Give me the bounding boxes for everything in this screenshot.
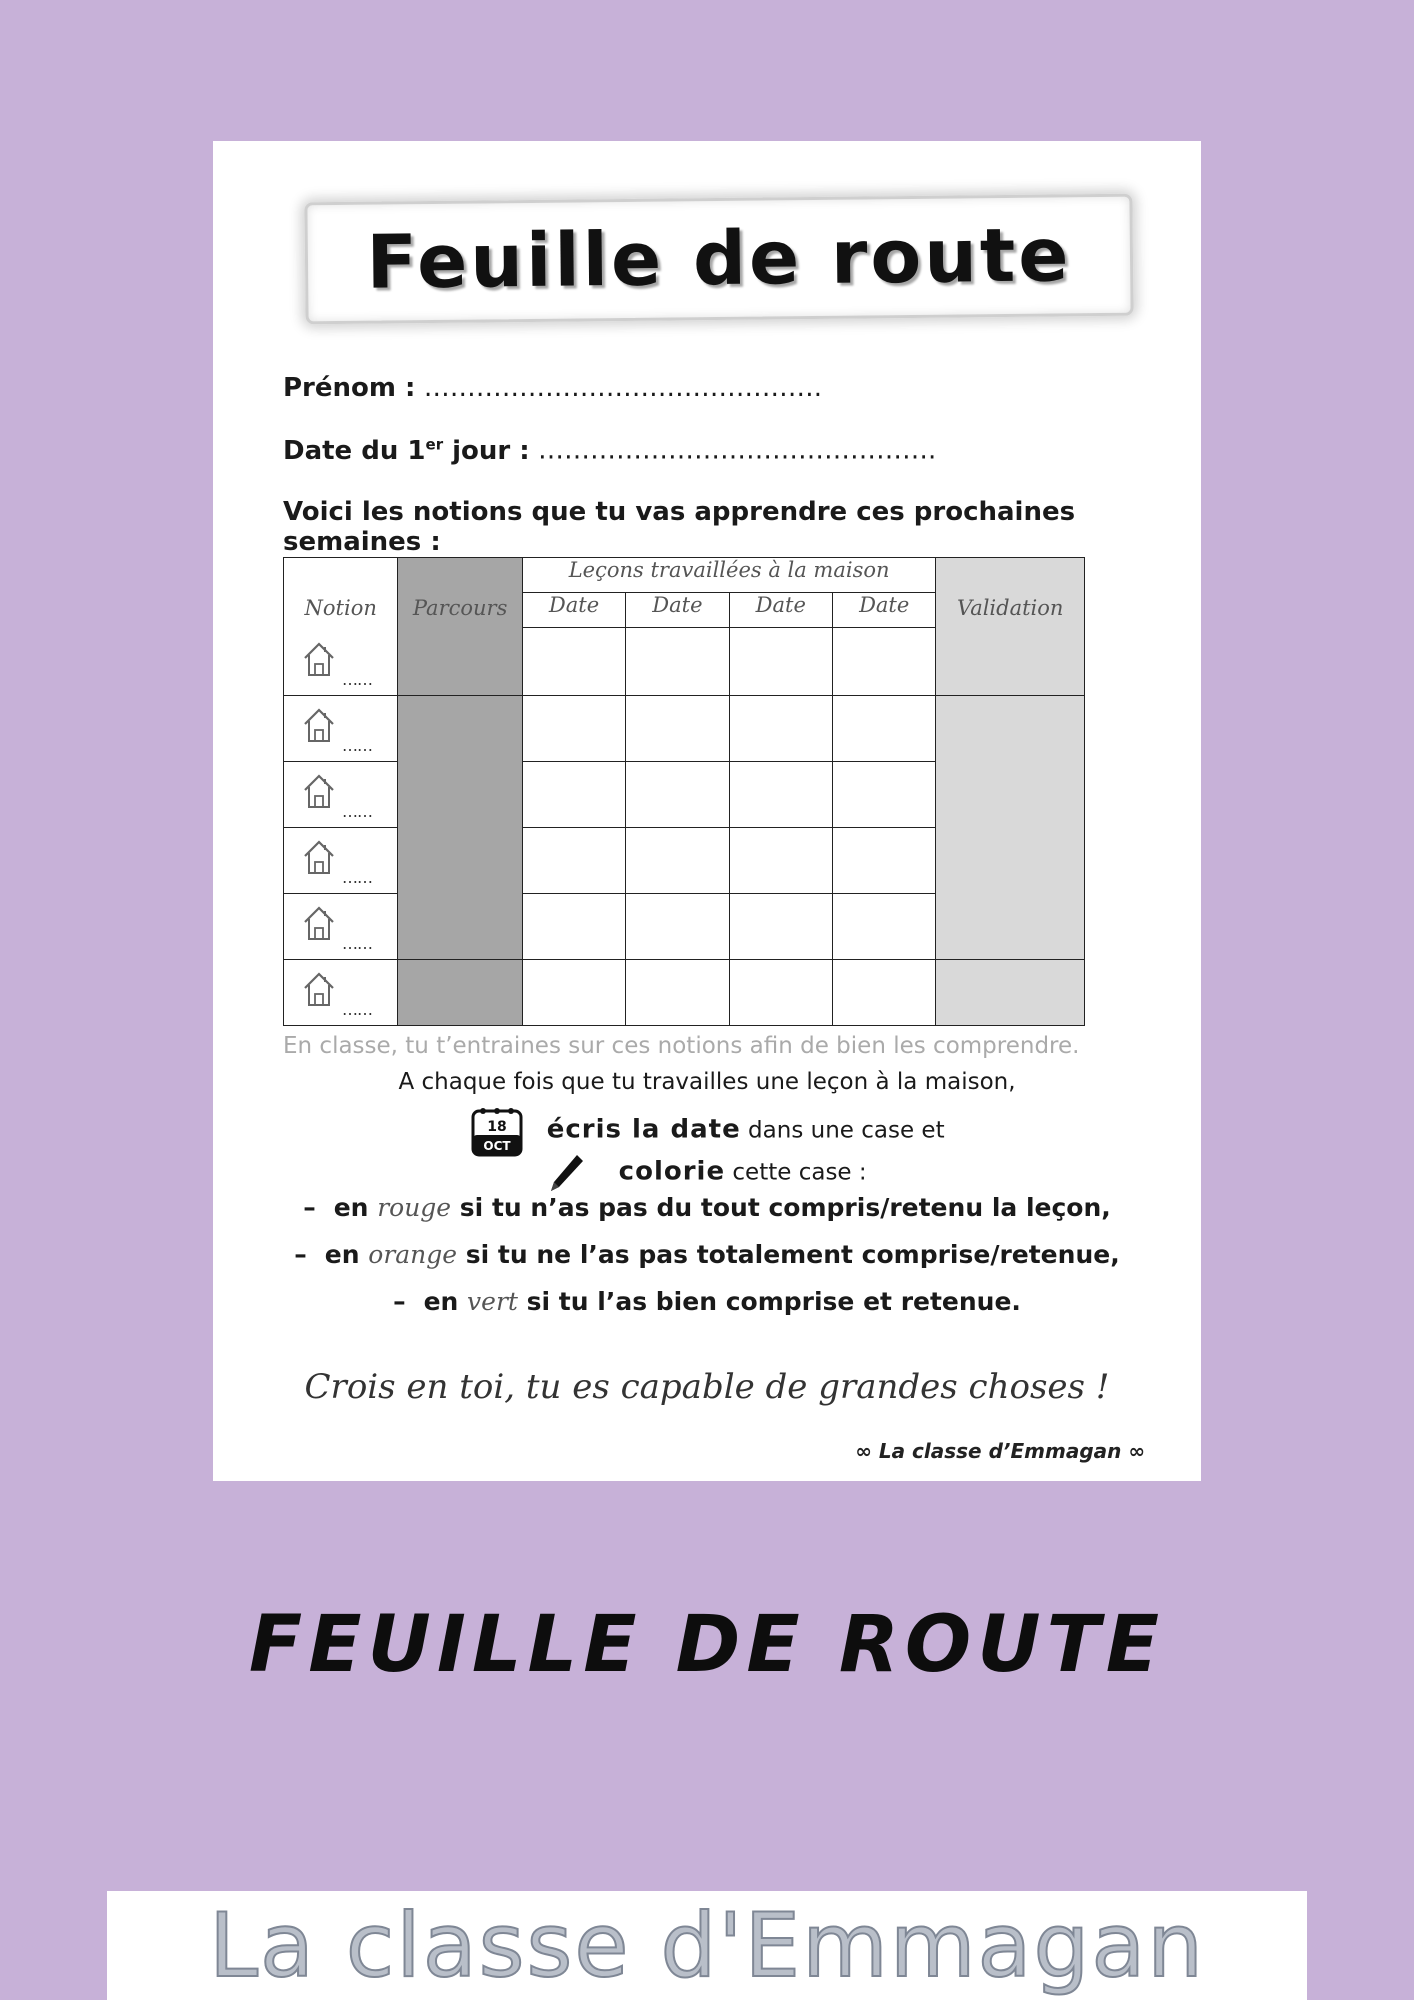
colorie-rest: cette case :	[725, 1159, 867, 1186]
date-label-sup: er	[425, 435, 444, 453]
validation-cell[interactable]	[936, 960, 1085, 1026]
house-icon	[302, 640, 336, 678]
notion-cell[interactable]	[284, 696, 398, 762]
validation-cell[interactable]	[936, 696, 1085, 960]
notion-dots: ……	[342, 934, 372, 953]
worksheet-title: Feuille de route	[366, 212, 1072, 306]
date-cell[interactable]	[729, 828, 832, 894]
parcours-cell	[398, 696, 522, 960]
prenom-label: Prénom :	[283, 373, 416, 403]
header-validation	[936, 558, 1085, 696]
bullet-rouge-post: si tu n’as pas du tout compris/retenu la leçon,	[451, 1193, 1111, 1222]
header-validation-label: Validation	[956, 596, 1064, 620]
date-cell[interactable]	[522, 960, 625, 1026]
date-cell[interactable]	[626, 696, 729, 762]
parcours-cell	[398, 960, 522, 1026]
notion-dots: ……	[342, 868, 372, 887]
header-notion-label: Notion	[304, 596, 377, 620]
notion-dots: ……	[342, 802, 372, 821]
house-icon	[302, 772, 336, 810]
date-label-end: jour :	[443, 435, 530, 466]
instruction-line-1: A chaque fois que tu travailles une leçon à la maison,	[398, 1069, 1016, 1095]
bullet-vert: – en vert si tu l’as bien comprise et retenue.	[393, 1287, 1021, 1316]
ecris-la-date: écris la date	[546, 1114, 741, 1145]
instruction-line-3	[213, 1151, 1201, 1195]
house-icon	[302, 904, 336, 942]
notion-dots: ……	[342, 1000, 372, 1019]
house-icon	[302, 706, 336, 744]
header-date: Date	[522, 593, 625, 628]
date-cell[interactable]	[522, 762, 625, 828]
header-date: Date	[729, 593, 832, 628]
house-icon	[302, 838, 336, 876]
date-cell[interactable]	[626, 894, 729, 960]
date-label: Date du 1	[283, 435, 426, 466]
intro-text: Voici les notions que tu vas apprendre ces prochaines semaines :	[283, 497, 1076, 557]
word-vert: vert	[467, 1287, 518, 1316]
notion-dots: ……	[342, 736, 372, 755]
in-class-note: En classe, tu t’entraines sur ces notions afin de bien les comprendre.	[283, 1033, 1080, 1059]
bullet-orange: – en orange si tu ne l’as pas totalement comprise/retenue,	[294, 1240, 1120, 1269]
header-parcours-label: Parcours	[412, 596, 508, 620]
date-cell[interactable]	[522, 628, 625, 696]
date-cell[interactable]	[626, 960, 729, 1026]
prenom-dots: ……………………………………….	[423, 373, 822, 403]
date-cell[interactable]	[832, 828, 935, 894]
ecris-rest: dans une case et	[740, 1117, 945, 1144]
date-cell[interactable]	[522, 828, 625, 894]
calendar-month: OCT	[483, 1139, 511, 1153]
bullet-orange-pre: en	[324, 1240, 369, 1269]
notion-cell[interactable]	[284, 762, 398, 828]
header-date: Date	[626, 593, 729, 628]
signature: ∞ La classe d’Emmagan ∞	[855, 1439, 1145, 1463]
date-cell[interactable]	[626, 762, 729, 828]
header-lecons: Leçons travaillées à la maison	[522, 558, 936, 593]
notion-cell[interactable]	[284, 894, 398, 960]
date-cell[interactable]	[626, 628, 729, 696]
date-cell[interactable]	[522, 894, 625, 960]
date-cell[interactable]	[832, 628, 935, 696]
header-date: Date	[832, 593, 935, 628]
colorie-word: colorie	[618, 1156, 726, 1187]
word-orange: orange	[368, 1240, 458, 1269]
calendar-day: 18	[487, 1119, 508, 1135]
date-cell[interactable]	[832, 696, 935, 762]
bullet-vert-post: si tu l’as bien comprise et retenue.	[517, 1287, 1021, 1316]
date-cell[interactable]	[626, 828, 729, 894]
date-cell[interactable]	[729, 960, 832, 1026]
header-notion	[284, 558, 398, 696]
date-cell[interactable]	[729, 696, 832, 762]
bullet-vert-pre: en	[423, 1287, 468, 1316]
date-cell[interactable]	[522, 696, 625, 762]
notion-cell[interactable]	[284, 960, 398, 1026]
date-cell[interactable]	[832, 894, 935, 960]
prenom-field	[283, 373, 822, 403]
date-cell[interactable]	[729, 894, 832, 960]
bullet-rouge: – en rouge si tu n’as pas du tout compris/retenu la leçon,	[303, 1193, 1111, 1222]
date-dots: ……………………………………….	[537, 435, 937, 466]
poster-title: FEUILLE DE ROUTE	[248, 1600, 1166, 1690]
footer-brand: La classe d'Emmagan	[208, 1894, 1206, 1997]
footer-band	[107, 1891, 1307, 2000]
date-cell[interactable]	[729, 628, 832, 696]
worksheet-page	[213, 141, 1201, 1481]
date-cell[interactable]	[832, 960, 935, 1026]
notions-table	[283, 557, 1085, 1026]
date-cell[interactable]	[832, 762, 935, 828]
title-banner	[304, 194, 1133, 325]
bullet-rouge-pre: en	[333, 1193, 378, 1222]
date-cell[interactable]	[729, 762, 832, 828]
house-icon	[302, 970, 336, 1008]
notion-dots: ……	[342, 670, 372, 689]
bullet-orange-post: si tu ne l’as pas totalement comprise/retenue,	[457, 1240, 1120, 1269]
notion-cell[interactable]	[284, 828, 398, 894]
word-rouge: rouge	[377, 1193, 452, 1222]
date-field	[283, 435, 936, 466]
header-parcours	[398, 558, 522, 696]
pencil-icon	[547, 1151, 587, 1195]
motto: Crois en toi, tu es capable de grandes choses !	[304, 1367, 1110, 1407]
